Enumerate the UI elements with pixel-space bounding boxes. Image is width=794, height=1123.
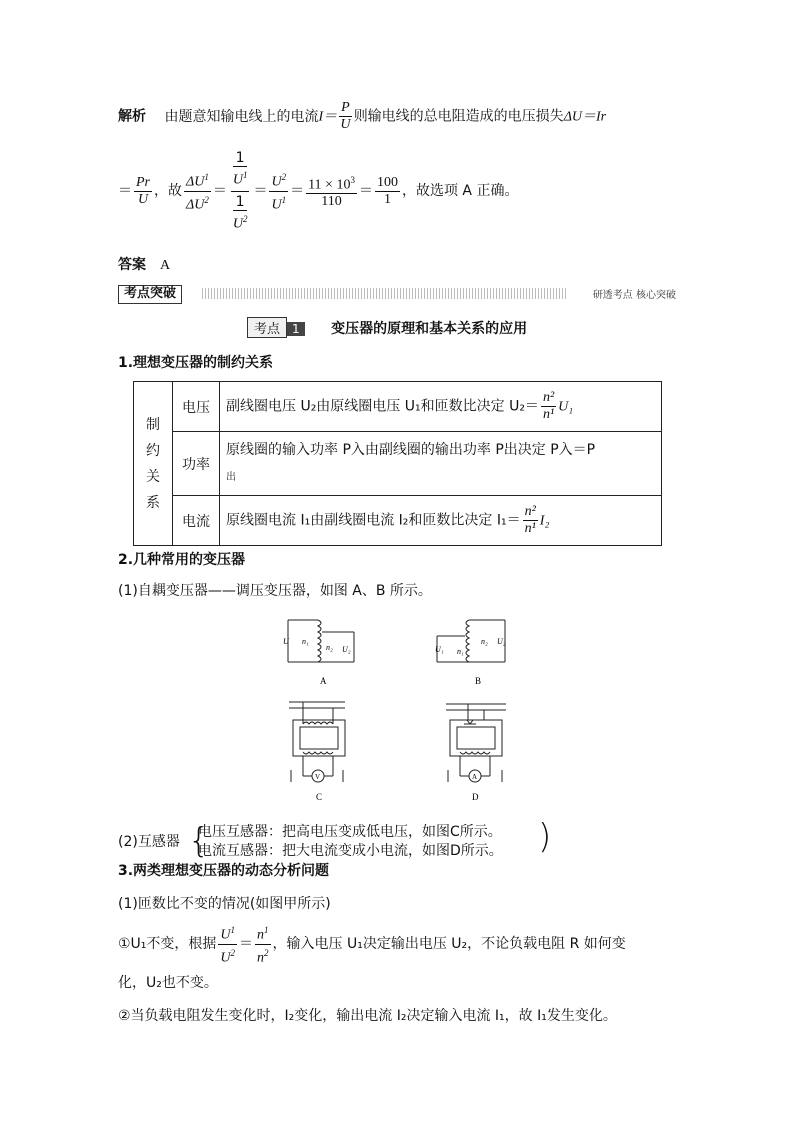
figure-c-voltage-transformer (283, 696, 355, 804)
analysis-label: 解析 (118, 108, 146, 125)
paragraph-case-1a: ①U₁不变，根据 $\frac{U^1}{U^2}$ ＝ $\frac{n^1}{n^2}$ ，输入电压 U₁决定输出电压 U₂，不论负载电阻 R 如何变 (118, 922, 626, 966)
table-left-header: 制 约 关 系 (134, 382, 173, 546)
analysis-line-1: 解析 由题意知输电线上的电流I＝ $\frac{P}{U}$ 则输电线的总电阻造成的电压损失ΔU＝Ir (118, 100, 607, 132)
topic-tag: 考点 (247, 317, 287, 338)
paragraph-case-1: (1)匝数比不变的情况(如图甲所示) (118, 896, 331, 912)
relations-table (133, 381, 662, 546)
svg-text:n₂: n₂ (481, 637, 488, 646)
row-head-current: 电流 (173, 496, 220, 546)
svg-text:D: D (472, 792, 479, 802)
svg-text:n₁: n₁ (302, 637, 309, 646)
svg-text:U₂: U₂ (342, 645, 351, 654)
row-text-current: 原线圈电流 I₁由副线圈电流 I₂和匝数比决定 I₁＝ $\frac{\text{n²}}{\text{n¹}}$ I₂ (220, 496, 662, 546)
heading-1: 1.理想变压器的制约关系 (118, 355, 274, 371)
svg-text:B: B (475, 676, 482, 686)
figure-d-current-transformer (440, 696, 512, 804)
row-head-voltage: 电压 (173, 382, 220, 432)
section-bar (118, 285, 676, 302)
paragraph-case-2: ②当负载电阻发生变化时，I₂变化，输出电流 I₂决定输入电流 I₁，故 I₁发生变化。 (118, 1008, 617, 1024)
svg-text:n₁: n₁ (457, 647, 464, 656)
mutual-label: (2)互感器 (118, 834, 180, 850)
figure-b-autotransformer (433, 614, 513, 688)
paragraph-autotransformer: (1)自耦变压器——调压变压器，如图 A、B 所示。 (118, 583, 432, 599)
topic-number: 1 (287, 322, 305, 336)
figure-a-autotransformer (282, 614, 362, 688)
row-text-power: 原线圈的输入功率 P入由副线圈的输出功率 P出决定 P入＝P 出 (220, 432, 662, 496)
svg-text:U₂: U₂ (497, 637, 506, 646)
svg-text:U: U (283, 637, 289, 646)
svg-text:A: A (320, 676, 327, 686)
mutual-voltage: 电压互感器：把高电压变成低电压，如图C所示。 (198, 824, 502, 840)
section-subtitle: 研透考点 核心突破 (592, 290, 676, 301)
mutual-current: 电流互感器：把大电流变成小电流，如图D所示。 (198, 843, 503, 859)
section-title: 考点突破 (118, 285, 182, 304)
svg-text:C: C (316, 792, 323, 802)
topic-title: 变压器的原理和基本关系的应用 (331, 321, 528, 337)
svg-text:n₂: n₂ (326, 643, 333, 652)
svg-text:A: A (472, 773, 478, 781)
topic-heading (247, 317, 527, 338)
row-text-voltage: 副线圈电压 U₂由原线圈电压 U₁和匝数比决定 U₂＝ $\frac{\text{n²}}{\text{n¹}}$ U₁ (220, 382, 662, 432)
analysis-equation: ＝ $\frac{Pr}{U}$ ，故 $\frac{\Delta U^1}{\Delta U^2}$ ＝ $\frac{\frac{1}{U^1}}{\frac{1}{U^2}}$ ＝ $\frac{U^2}{U^1}$ ＝ $\frac{11 \times 10^3}{110}$ ＝ $\frac{100}{1}$ ，故选项 A 正确。 (118, 150, 519, 232)
answer-line: 答案 A (118, 257, 171, 273)
svg-text:U₁: U₁ (435, 645, 444, 654)
row-head-power: 功率 (173, 432, 220, 496)
section-divider (202, 288, 566, 299)
fraction-p-over-u: $\frac{P}{U}$ (340, 100, 351, 132)
heading-3: 3.两类理想变压器的动态分析问题 (118, 863, 330, 879)
heading-2: 2.几种常用的变压器 (118, 552, 246, 568)
analysis-text: 由题意知输电线上的电流 (164, 108, 319, 125)
svg-text:V: V (315, 773, 321, 781)
paragraph-case-1b: 化，U₂也不变。 (118, 975, 218, 991)
